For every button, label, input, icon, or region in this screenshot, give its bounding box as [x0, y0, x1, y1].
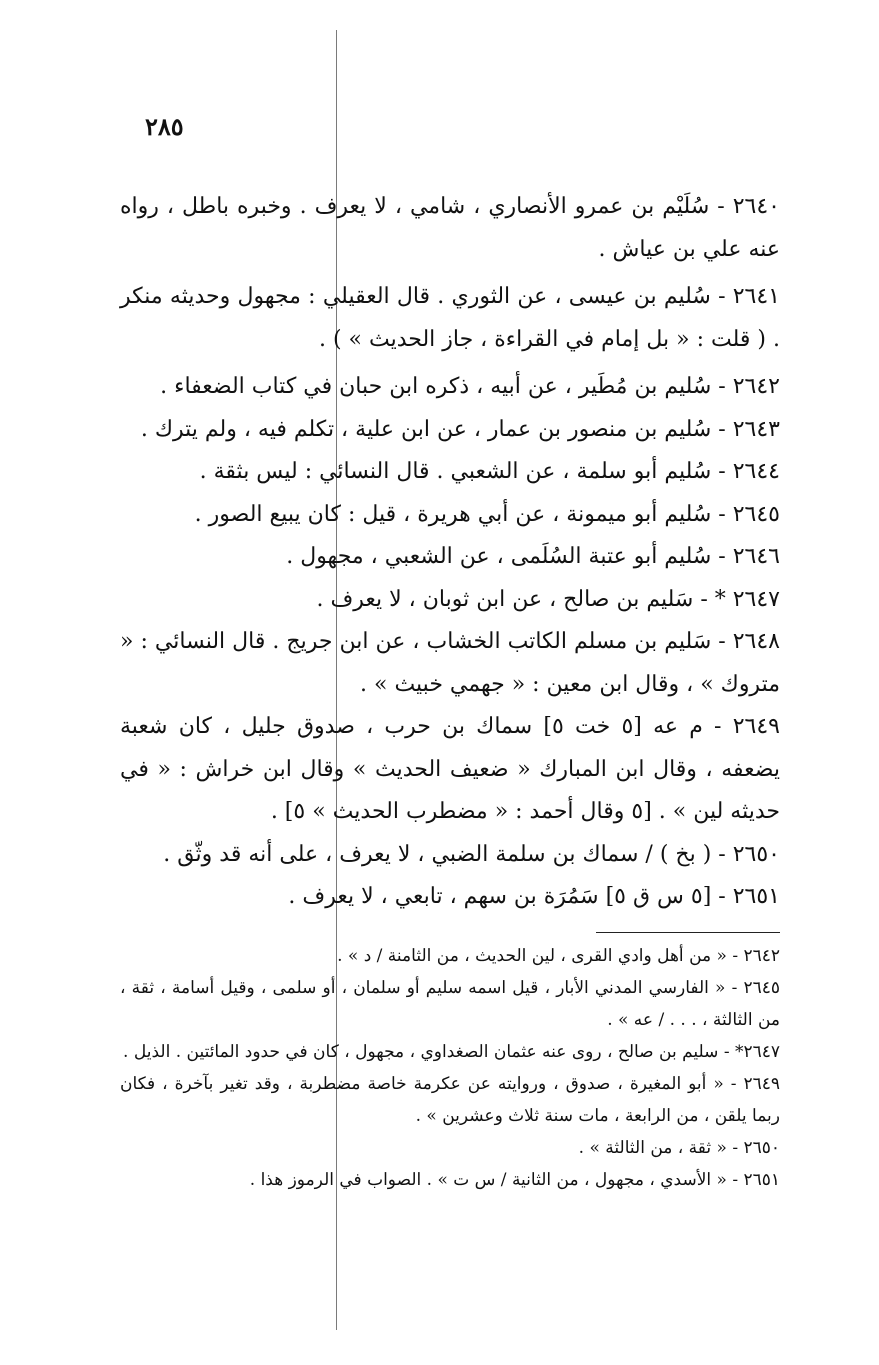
biographical-entries: [120, 186, 780, 919]
footnote-divider: [596, 932, 780, 933]
footnote-2642: ٢٦٤٢ - « من أهل وادي القرى ، لين الحديث ، من الثامنة / د » .: [337, 946, 780, 966]
footnote-2649: ٢٦٤٩ - « أبو المغيرة ، صدوق ، وروايته عن عكرمة خاصة مضطربة ، وقد تغير بآخرة ، فكان ربما يلقن ، من الرابعة ، مات سنة ثلاث وعشرين » .: [120, 1074, 780, 1126]
entry-2643: ٢٦٤٣ - سُليم بن منصور بن عمار ، عن ابن علية ، تكلم فيه ، ولم يترك .: [140, 416, 780, 442]
entry-2648: ٢٦٤٨ - سَليم بن مسلم الكاتب الخشاب ، عن ابن جريج . قال النسائي : « متروك » ، وقال ابن معين : « جهمي خبيث » .: [120, 629, 780, 697]
footnote-2650: ٢٦٥٠ - « ثقة ، من الثالثة » .: [578, 1138, 780, 1158]
entry-2642: ٢٦٤٢ - سُليم بن مُطَير ، عن أبيه ، ذكره ابن حبان في كتاب الضعفاء .: [160, 374, 780, 399]
entry-2640: ٢٦٤٠ - سُلَيْم بن عمرو الأنصاري ، شامي ، لا يعرف . وخبره باطل ، رواه عنه علي بن عياش .: [120, 194, 780, 262]
footnote-2645: ٢٦٤٥ - « الفارسي المدني الأبار ، قيل اسمه سليم أو سلمان ، أو سلمى ، وقيل أسامة ، ثقة ، من الثالثة ، . . . / عه » .: [120, 978, 780, 1030]
footnote-2647: ٢٦٤٧* - سليم بن صالح ، روى عنه عثمان الصغداوي ، مجهول ، كان في حدود المائتين . الذيل .: [123, 1042, 780, 1062]
entry-2646: ٢٦٤٦ - سُليم أبو عتبة السُلَمى ، عن الشعبي ، مجهول .: [286, 544, 780, 569]
entry-2649: ٢٦٤٩ - م عه [٥ خت ٥] سماك بن حرب ، صدوق جليل ، كان شعبة يضعفه ، وقال ابن المبارك « ضعيف الحديث » وقال ابن خراش : « في حديثه لين » . [٥ وقال أحمد : « مضطرب الحديث » ٥] .: [120, 714, 780, 824]
entry-2651: ٢٦٥١ - [٥ س ق ٥] سَمُرَة بن سهم ، تابعي ، لا يعرف .: [288, 884, 780, 909]
page-number: ٢٨٥: [145, 112, 184, 141]
entry-2645: ٢٦٤٥ - سُليم أبو ميمونة ، عن أبي هريرة ، قيل : كان يبيع الصور .: [194, 501, 780, 527]
entry-2644: ٢٦٤٤ - سُليم أبو سلمة ، عن الشعبي . قال النسائي : ليس بثقة .: [199, 459, 780, 484]
entry-2641: ٢٦٤١ - سُليم بن عيسى ، عن الثوري . قال العقيلي : مجهول وحديثه منكر . ( قلت : « بل إمام في القراءة ، جاز الحديث » ) .: [120, 284, 780, 352]
entry-2647: ٢٦٤٧ * - سَليم بن صالح ، عن ابن ثوبان ، لا يعرف .: [316, 586, 780, 612]
entry-2650: ٢٦٥٠ - ( بخ ) / سماك بن سلمة الضبي ، لا يعرف ، على أنه قد وثّق .: [163, 841, 780, 867]
footnotes: [120, 940, 780, 1196]
footnote-2651: ٢٦٥١ - « الأسدي ، مجهول ، من الثانية / س ت » . الصواب في الرموز هذا .: [249, 1170, 780, 1190]
